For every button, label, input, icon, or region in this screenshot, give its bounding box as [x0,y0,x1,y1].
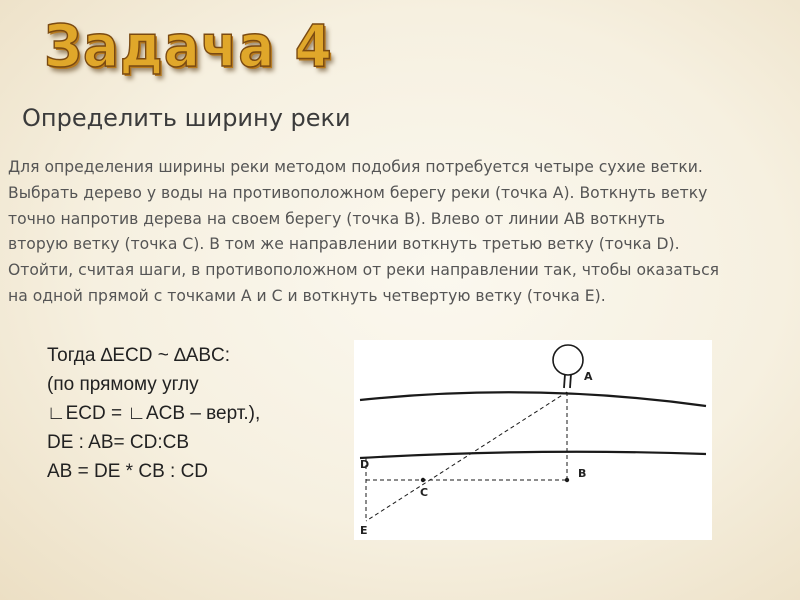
slide-subtitle: Определить ширину реки [22,104,351,132]
near-bank-line [360,452,706,458]
label-a: A [584,370,593,383]
solution-formulas [47,341,260,486]
problem-description [8,155,798,310]
formula-line: ∟ECD = ∟ACB – верт.), [47,403,261,424]
river-diagram-svg [354,340,712,540]
far-bank-line [360,392,706,406]
description-line: точно напротив дерева на своем берегу (точка B). Влево от линии AB воткнуть [8,209,666,228]
label-c: C [420,486,429,499]
formula-line: Тогда ∆ECD ~ ∆ABC: [47,345,231,366]
description-line: вторую ветку (точка С). В том же направлении воткнуть третью ветку (точка D). [8,235,680,254]
formula-line: AB = DE * CB : CD [47,461,209,482]
label-d: D [360,458,370,471]
formula-line: DE : AB= CD:CB [47,432,190,453]
tree-trunk [564,374,571,388]
point-b [565,478,569,482]
point-c [421,478,425,482]
label-e: E [360,524,368,537]
slide-title: Задача 4 [44,12,333,80]
description-line: Выбрать дерево у воды на противоположном берегу реки (точка A). Воткнуть ветку [8,183,708,202]
description-line: на одной прямой с точками А и С и воткнуть четвертую ветку (точка E). [8,286,606,305]
description-line: Отойти, считая шаги, в противоположном от реки направлении так, чтобы оказаться [8,261,720,280]
river-diagram [354,340,712,540]
label-b: B [578,467,587,480]
description-line: Для определения ширины реки методом подобия потребуется четыре сухие ветки. [8,158,703,176]
formula-line: (по прямому углу [47,374,199,395]
tree-icon [553,345,583,375]
